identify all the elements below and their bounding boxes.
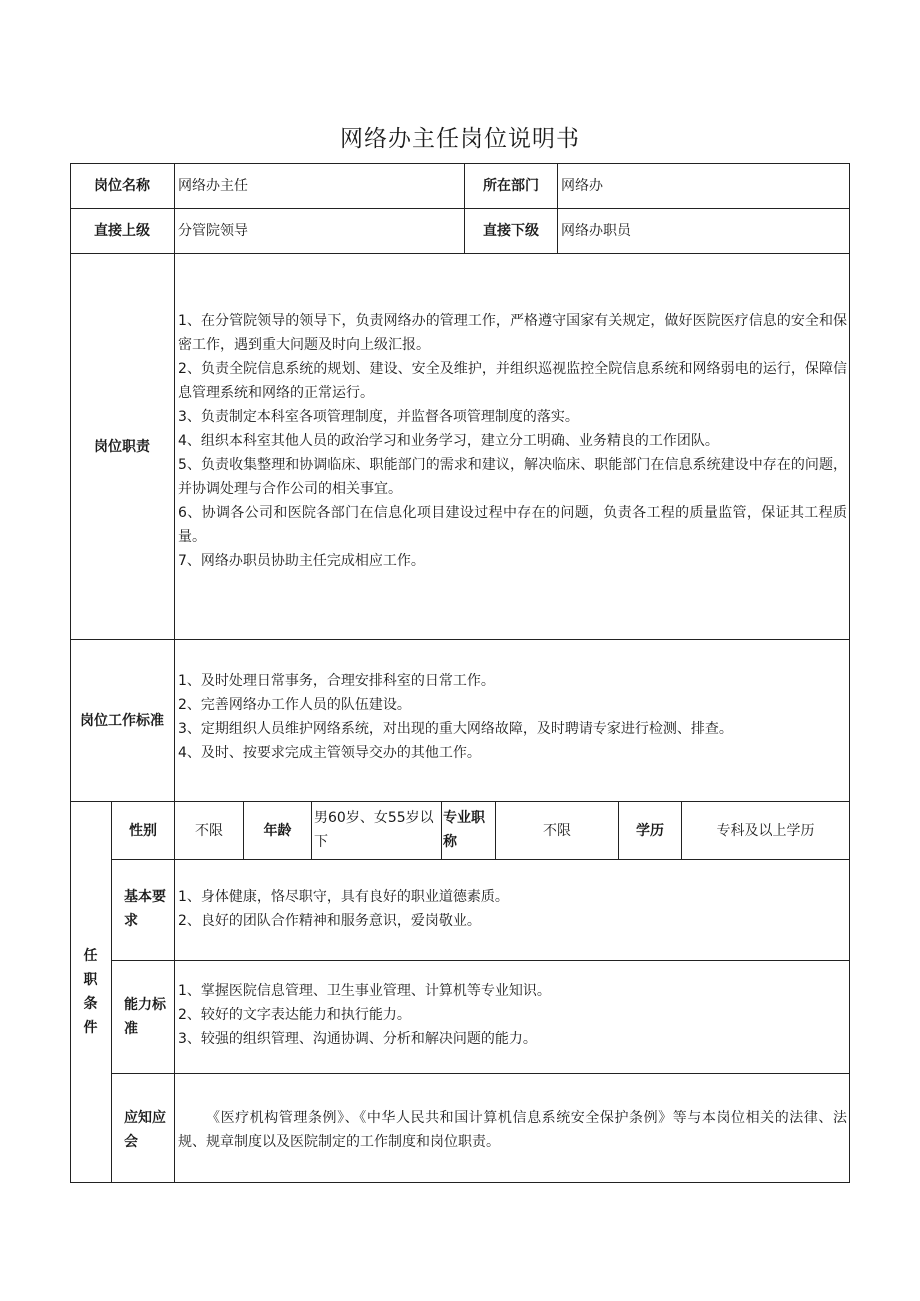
ability-standards-list xyxy=(175,979,849,1051)
basic-requirement-item: 1、身体健康，恪尽职守，具有良好的职业道德素质。 xyxy=(178,889,509,905)
label-direct-subordinate: 直接下级 xyxy=(483,223,539,239)
label-education: 学历 xyxy=(636,822,664,839)
ability-item: 3、较强的组织管理、沟通协调、分析和解决问题的能力。 xyxy=(178,1031,537,1047)
department-value: 网络办 xyxy=(561,178,603,194)
standard-item: 4、及时、按要求完成主管领导交办的其他工作。 xyxy=(178,745,481,761)
label-ability-standards: 能力标准 xyxy=(124,997,166,1037)
required-knowledge-text xyxy=(175,1106,849,1154)
knowledge-paragraph: 《医疗机构管理条例》、《中华人民共和国计算机信息系统安全保护条例》等与本岗位相关的法律、法规、规章制度以及医院制定的工作制度和岗位职责。 xyxy=(178,1110,847,1150)
label-direct-superior: 直接上级 xyxy=(94,223,150,239)
label-professional-title: 专业职称 xyxy=(443,810,485,850)
age-value: 男60岁、女55岁以下 xyxy=(314,810,434,850)
education-value: 专科及以上学历 xyxy=(716,822,815,839)
label-work-standards: 岗位工作标准 xyxy=(80,712,164,729)
qualifications-char: 职 xyxy=(83,972,98,988)
ability-item: 2、较好的文字表达能力和执行能力。 xyxy=(178,1007,411,1023)
document-title: 网络办主任岗位说明书 xyxy=(340,126,580,152)
basic-requirement-item: 2、良好的团队合作精神和服务意识，爱岗敬业。 xyxy=(178,913,481,929)
label-duties: 岗位职责 xyxy=(94,438,150,455)
duty-item: 1、在分管院领导的领导下，负责网络办的管理工作，严格遵守国家有关规定，做好医院医疗信息的安全和保密工作，遇到重大问题及时向上级汇报。 xyxy=(178,313,847,353)
standard-item: 3、定期组织人员维护网络系统，对出现的重大网络故障，及时聘请专家进行检测、排查。 xyxy=(178,721,733,737)
duty-item: 3、负责制定本科室各项管理制度，并监督各项管理制度的落实。 xyxy=(178,409,579,425)
standards-list xyxy=(175,669,849,765)
basic-requirements-list xyxy=(175,885,849,933)
duty-item: 2、负责全院信息系统的规划、建设、安全及维护，并组织巡视监控全院信息系统和网络弱电的运行，保障信息管理系统和网络的正常运行。 xyxy=(178,361,847,401)
duty-item: 4、组织本科室其他人员的政治学习和业务学习，建立分工明确、业务精良的工作团队。 xyxy=(178,433,719,449)
label-department: 所在部门 xyxy=(483,178,539,194)
duties-list xyxy=(175,309,849,573)
qualifications-char: 条 xyxy=(83,996,98,1012)
label-basic-requirements: 基本要求 xyxy=(124,889,166,929)
qualifications-char: 件 xyxy=(83,1020,98,1036)
standard-item: 2、完善网络办工作人员的队伍建设。 xyxy=(178,697,411,713)
label-gender: 性别 xyxy=(129,822,157,839)
qualifications-char: 任 xyxy=(83,948,98,964)
standard-item: 1、及时处理日常事务，合理安排科室的日常工作。 xyxy=(178,673,495,689)
duty-item: 5、负责收集整理和协调临床、职能部门的需求和建议，解决临床、职能部门在信息系统建设中存在的问题，并协调处理与合作公司的相关事宜。 xyxy=(178,457,847,497)
direct-superior-value: 分管院领导 xyxy=(178,223,248,239)
label-position-name: 岗位名称 xyxy=(94,178,150,194)
professional-title-value: 不限 xyxy=(543,822,571,839)
duty-item: 6、协调各公司和医院各部门在信息化项目建设过程中存在的问题，负责各工程的质量监管，保证其工程质量。 xyxy=(178,505,847,545)
direct-subordinate-value: 网络办职员 xyxy=(561,223,631,239)
gender-value: 不限 xyxy=(195,822,223,839)
position-name-value: 网络办主任 xyxy=(178,178,248,194)
label-age: 年龄 xyxy=(263,822,292,839)
label-required-knowledge: 应知应会 xyxy=(124,1110,166,1150)
ability-item: 1、掌握医院信息管理、卫生事业管理、计算机等专业知识。 xyxy=(178,983,551,999)
label-qualifications xyxy=(70,802,111,1182)
duty-item: 7、网络办职员协助主任完成相应工作。 xyxy=(178,553,425,569)
